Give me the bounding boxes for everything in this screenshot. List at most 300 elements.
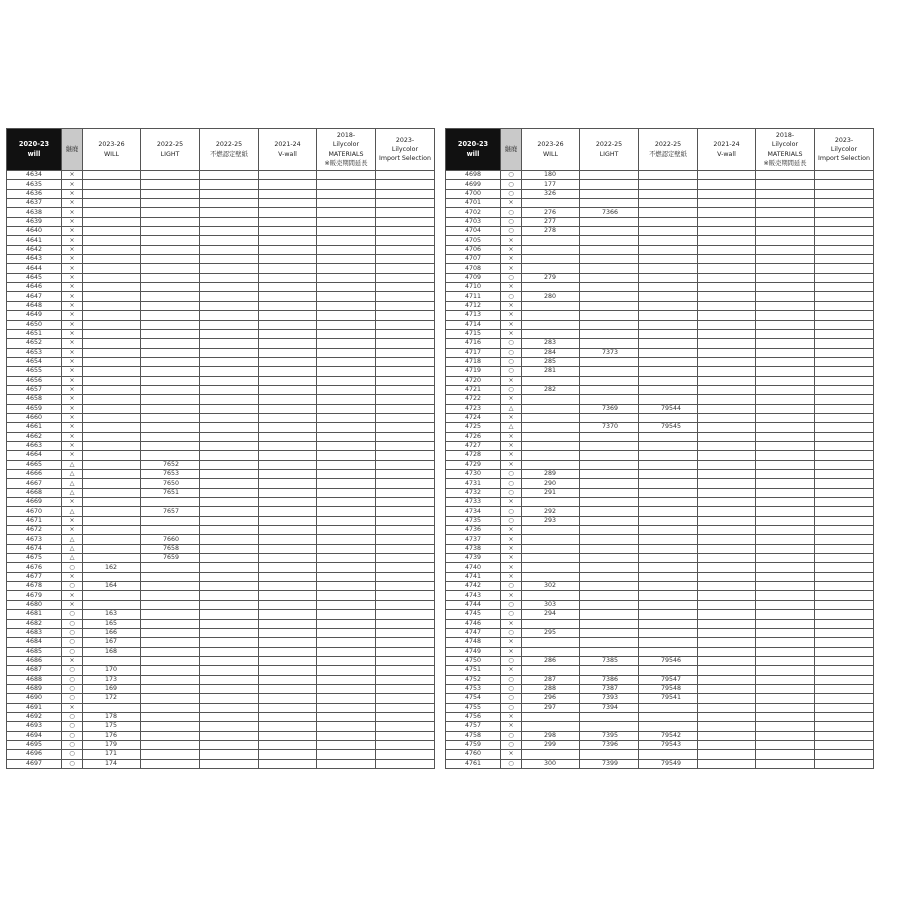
light-number — [580, 180, 639, 189]
will-2023-number: 169 — [83, 684, 141, 693]
table-row — [446, 470, 874, 479]
fire-retardant-number — [639, 479, 698, 488]
product-number: 4637 — [7, 199, 62, 208]
table-row — [446, 703, 874, 712]
light-number — [580, 563, 639, 572]
table-row — [446, 628, 874, 637]
v-wall-number — [698, 227, 756, 236]
v-wall-number — [698, 750, 756, 759]
materials-number — [317, 619, 376, 628]
status-mark: × — [501, 554, 522, 563]
header-continuation — [62, 129, 83, 171]
header-line: 2021-24 — [274, 141, 301, 149]
light-number — [141, 311, 200, 320]
import-selection-number — [376, 544, 435, 553]
materials-number — [317, 470, 376, 479]
fire-retardant-number — [200, 554, 259, 563]
light-number: 7366 — [580, 208, 639, 217]
import-selection-number — [815, 526, 874, 535]
will-2023-number — [522, 619, 580, 628]
will-2023-number: 168 — [83, 647, 141, 656]
product-number: 4746 — [446, 619, 501, 628]
light-number — [141, 628, 200, 637]
table-row — [7, 600, 435, 609]
import-selection-number — [815, 208, 874, 217]
product-number: 4648 — [7, 301, 62, 310]
light-number — [141, 759, 200, 768]
v-wall-number — [698, 619, 756, 628]
materials-number — [317, 507, 376, 516]
product-number: 4694 — [7, 731, 62, 740]
header-line: 2018- — [775, 132, 795, 140]
table-row — [7, 722, 435, 731]
product-number: 4663 — [7, 441, 62, 450]
will-2023-number — [522, 245, 580, 254]
materials-number — [756, 554, 815, 563]
product-number: 4675 — [7, 554, 62, 563]
table-row — [7, 199, 435, 208]
materials-number — [756, 656, 815, 665]
import-selection-number — [376, 255, 435, 264]
v-wall-number — [698, 357, 756, 366]
fire-retardant-number — [639, 376, 698, 385]
product-number: 4750 — [446, 656, 501, 665]
table-row — [446, 460, 874, 469]
import-selection-number — [815, 348, 874, 357]
status-mark: × — [62, 292, 83, 301]
light-number — [141, 638, 200, 647]
status-mark: × — [501, 311, 522, 320]
will-2023-number: 300 — [522, 759, 580, 768]
v-wall-number — [259, 591, 317, 600]
materials-number — [317, 199, 376, 208]
will-2023-number — [83, 329, 141, 338]
materials-number — [756, 227, 815, 236]
v-wall-number — [259, 245, 317, 254]
product-number: 4734 — [446, 507, 501, 516]
fire-retardant-number — [639, 722, 698, 731]
v-wall-number — [698, 675, 756, 684]
header-line: LIGHT — [599, 150, 619, 158]
fire-retardant-number — [200, 488, 259, 497]
table-row — [446, 413, 874, 422]
v-wall-number — [259, 460, 317, 469]
light-number: 7658 — [141, 544, 200, 553]
v-wall-number — [259, 264, 317, 273]
import-selection-number — [376, 348, 435, 357]
will-2023-number — [522, 591, 580, 600]
light-number — [141, 572, 200, 581]
status-mark: × — [62, 516, 83, 525]
materials-number — [756, 712, 815, 721]
table-row — [7, 694, 435, 703]
fire-retardant-number — [639, 554, 698, 563]
fire-retardant-number — [200, 451, 259, 460]
status-mark: × — [501, 722, 522, 731]
v-wall-number — [698, 339, 756, 348]
status-mark: × — [62, 301, 83, 310]
v-wall-number — [698, 311, 756, 320]
status-mark: × — [62, 395, 83, 404]
status-mark: × — [62, 329, 83, 338]
status-mark: × — [62, 423, 83, 432]
fire-retardant-number — [639, 572, 698, 581]
will-2023-number: 297 — [522, 703, 580, 712]
import-selection-number — [376, 479, 435, 488]
materials-number — [317, 628, 376, 637]
import-selection-number — [815, 535, 874, 544]
light-number: 7651 — [141, 488, 200, 497]
fire-retardant-number — [639, 441, 698, 450]
v-wall-number — [698, 638, 756, 647]
import-selection-number — [815, 572, 874, 581]
header-2023-26-will — [522, 129, 580, 171]
product-number: 4657 — [7, 385, 62, 394]
materials-number — [756, 563, 815, 572]
light-number — [141, 292, 200, 301]
will-2023-number: 165 — [83, 619, 141, 628]
v-wall-number — [698, 432, 756, 441]
product-number: 4689 — [7, 684, 62, 693]
materials-number — [317, 395, 376, 404]
import-selection-number — [376, 217, 435, 226]
status-mark: × — [62, 273, 83, 282]
will-2023-number — [83, 600, 141, 609]
product-number: 4680 — [7, 600, 62, 609]
light-number — [141, 712, 200, 721]
will-2023-number — [83, 311, 141, 320]
table-row — [7, 264, 435, 273]
light-number — [580, 554, 639, 563]
light-number — [141, 376, 200, 385]
header-line: Lilycolor — [391, 145, 419, 153]
import-selection-number — [815, 451, 874, 460]
fire-retardant-number — [200, 694, 259, 703]
status-mark: ○ — [501, 507, 522, 516]
materials-number — [317, 245, 376, 254]
import-selection-number — [376, 329, 435, 338]
table-row — [7, 470, 435, 479]
import-selection-number — [815, 283, 874, 292]
product-number: 4745 — [446, 610, 501, 619]
v-wall-number — [698, 301, 756, 310]
fire-retardant-number — [200, 236, 259, 245]
status-mark: × — [501, 236, 522, 245]
import-selection-number — [376, 395, 435, 404]
product-number: 4736 — [446, 526, 501, 535]
status-mark: × — [62, 498, 83, 507]
light-number — [141, 600, 200, 609]
v-wall-number — [698, 684, 756, 693]
v-wall-number — [698, 180, 756, 189]
product-number: 4733 — [446, 498, 501, 507]
fire-retardant-number — [200, 395, 259, 404]
fire-retardant-number — [200, 740, 259, 749]
import-selection-number — [376, 301, 435, 310]
v-wall-number — [698, 600, 756, 609]
v-wall-number — [259, 320, 317, 329]
product-number: 4652 — [7, 339, 62, 348]
product-number: 4683 — [7, 628, 62, 637]
status-mark: × — [501, 591, 522, 600]
status-mark: ○ — [501, 227, 522, 236]
header-line: Lilycolor — [830, 145, 858, 153]
import-selection-number — [815, 731, 874, 740]
materials-number — [317, 311, 376, 320]
materials-number — [756, 544, 815, 553]
table-row — [446, 740, 874, 749]
status-mark: × — [62, 339, 83, 348]
materials-number — [756, 236, 815, 245]
fire-retardant-number — [200, 591, 259, 600]
light-number: 7653 — [141, 470, 200, 479]
fire-retardant-number — [639, 582, 698, 591]
header-line: 2022-25 — [595, 141, 623, 149]
will-2023-number — [83, 404, 141, 413]
will-2023-number — [83, 423, 141, 432]
fire-retardant-number: 79544 — [639, 404, 698, 413]
product-number: 4639 — [7, 217, 62, 226]
import-selection-number — [815, 217, 874, 226]
will-2023-number — [522, 572, 580, 581]
light-number — [580, 255, 639, 264]
v-wall-number — [259, 217, 317, 226]
light-number — [141, 432, 200, 441]
status-mark: ○ — [501, 703, 522, 712]
will-2023-number — [522, 638, 580, 647]
status-mark: ○ — [501, 600, 522, 609]
v-wall-number — [259, 357, 317, 366]
table-row — [7, 451, 435, 460]
fire-retardant-number: 79546 — [639, 656, 698, 665]
status-mark: × — [62, 236, 83, 245]
table-row — [446, 264, 874, 273]
import-selection-number — [815, 694, 874, 703]
fire-retardant-number — [639, 357, 698, 366]
import-selection-number — [815, 189, 874, 198]
import-selection-number — [376, 413, 435, 422]
status-mark: △ — [501, 404, 522, 413]
product-number: 4728 — [446, 451, 501, 460]
light-number — [141, 498, 200, 507]
table-row — [446, 180, 874, 189]
fire-retardant-number — [200, 703, 259, 712]
product-number: 4754 — [446, 694, 501, 703]
light-number — [141, 236, 200, 245]
light-number — [580, 516, 639, 525]
table-row — [446, 348, 874, 357]
table-row — [446, 666, 874, 675]
import-selection-number — [376, 675, 435, 684]
will-2023-number — [522, 460, 580, 469]
v-wall-number — [259, 208, 317, 217]
fire-retardant-number — [200, 367, 259, 376]
will-2023-number — [522, 544, 580, 553]
product-number: 4714 — [446, 320, 501, 329]
light-number — [141, 526, 200, 535]
import-selection-number — [815, 498, 874, 507]
table-row — [7, 554, 435, 563]
v-wall-number — [259, 423, 317, 432]
fire-retardant-number — [639, 283, 698, 292]
materials-number — [317, 367, 376, 376]
product-number: 4698 — [446, 171, 501, 180]
v-wall-number — [259, 544, 317, 553]
table-row — [7, 656, 435, 665]
materials-number — [756, 208, 815, 217]
light-number — [141, 171, 200, 180]
table-row — [7, 255, 435, 264]
import-selection-number — [815, 619, 874, 628]
product-number: 4640 — [7, 227, 62, 236]
will-2023-number: 171 — [83, 750, 141, 759]
will-2023-number — [522, 666, 580, 675]
fire-retardant-number — [639, 385, 698, 394]
materials-number — [317, 357, 376, 366]
product-number: 4760 — [446, 750, 501, 759]
fire-retardant-number: 79548 — [639, 684, 698, 693]
import-selection-number — [376, 236, 435, 245]
product-number: 4671 — [7, 516, 62, 525]
materials-number — [756, 516, 815, 525]
table-row — [446, 367, 874, 376]
import-selection-number — [815, 684, 874, 693]
light-number — [580, 395, 639, 404]
fire-retardant-number — [639, 255, 698, 264]
v-wall-number — [698, 582, 756, 591]
table-row — [446, 208, 874, 217]
v-wall-number — [698, 376, 756, 385]
import-selection-number — [376, 367, 435, 376]
light-number — [141, 451, 200, 460]
materials-number — [317, 535, 376, 544]
materials-number — [317, 544, 376, 553]
import-selection-number — [376, 498, 435, 507]
product-number: 4696 — [7, 750, 62, 759]
materials-number — [317, 759, 376, 768]
header-line: 2021-24 — [713, 141, 740, 149]
import-selection-number — [815, 423, 874, 432]
will-2023-number: 282 — [522, 385, 580, 394]
will-2023-number — [522, 329, 580, 338]
table-row — [7, 666, 435, 675]
import-selection-number — [376, 516, 435, 525]
status-mark: × — [62, 311, 83, 320]
table-row — [446, 507, 874, 516]
fire-retardant-number — [639, 600, 698, 609]
fire-retardant-number — [639, 451, 698, 460]
fire-retardant-number — [200, 189, 259, 198]
will-2023-number: 167 — [83, 638, 141, 647]
light-number — [141, 647, 200, 656]
table-row — [7, 208, 435, 217]
import-selection-number — [376, 320, 435, 329]
v-wall-number — [698, 516, 756, 525]
fire-retardant-number — [639, 395, 698, 404]
materials-number — [317, 292, 376, 301]
light-number — [580, 460, 639, 469]
status-mark: × — [501, 544, 522, 553]
import-selection-number — [376, 619, 435, 628]
materials-number — [756, 647, 815, 656]
will-2023-number — [522, 199, 580, 208]
light-number — [580, 666, 639, 675]
status-mark: ○ — [501, 628, 522, 637]
light-number: 7396 — [580, 740, 639, 749]
import-selection-number — [815, 329, 874, 338]
v-wall-number — [698, 413, 756, 422]
will-2023-number — [522, 722, 580, 731]
will-2023-number — [522, 526, 580, 535]
fire-retardant-number — [639, 227, 698, 236]
table-row — [446, 582, 874, 591]
header-2023-import-selection — [815, 129, 874, 171]
import-selection-number — [815, 180, 874, 189]
fire-retardant-number — [639, 526, 698, 535]
materials-number — [756, 432, 815, 441]
import-selection-number — [376, 600, 435, 609]
import-selection-number — [815, 470, 874, 479]
light-number — [141, 750, 200, 759]
header-line: Lilycolor — [771, 141, 799, 149]
light-number — [580, 498, 639, 507]
status-mark: × — [62, 367, 83, 376]
materials-number — [756, 600, 815, 609]
import-selection-number — [815, 750, 874, 759]
v-wall-number — [259, 413, 317, 422]
status-mark: ○ — [501, 516, 522, 525]
v-wall-number — [698, 236, 756, 245]
status-mark: × — [501, 647, 522, 656]
table-row — [446, 273, 874, 282]
will-2023-number: 176 — [83, 731, 141, 740]
product-number: 4753 — [446, 684, 501, 693]
import-selection-number — [376, 451, 435, 460]
v-wall-number — [259, 628, 317, 637]
import-selection-number — [815, 759, 874, 768]
fire-retardant-number — [639, 460, 698, 469]
fire-retardant-number — [200, 712, 259, 721]
status-mark: × — [501, 563, 522, 572]
table-row — [7, 171, 435, 180]
product-number: 4761 — [446, 759, 501, 768]
light-number — [141, 395, 200, 404]
fire-retardant-number — [200, 572, 259, 581]
light-number — [580, 189, 639, 198]
status-mark: ○ — [62, 759, 83, 768]
status-mark: ○ — [62, 722, 83, 731]
will-2023-number — [83, 283, 141, 292]
table-row — [446, 227, 874, 236]
header-continuation — [501, 129, 522, 171]
materials-number — [317, 722, 376, 731]
will-2023-number: 283 — [522, 339, 580, 348]
header-2023-import-selection — [376, 129, 435, 171]
fire-retardant-number — [200, 563, 259, 572]
v-wall-number — [259, 750, 317, 759]
will-2023-number — [522, 255, 580, 264]
light-number — [580, 432, 639, 441]
product-number: 4732 — [446, 488, 501, 497]
import-selection-number — [815, 740, 874, 749]
fire-retardant-number — [200, 647, 259, 656]
fire-retardant-number — [639, 189, 698, 198]
light-number — [580, 750, 639, 759]
fire-retardant-number — [200, 208, 259, 217]
will-2023-number — [83, 320, 141, 329]
fire-retardant-number — [200, 292, 259, 301]
light-number — [580, 712, 639, 721]
